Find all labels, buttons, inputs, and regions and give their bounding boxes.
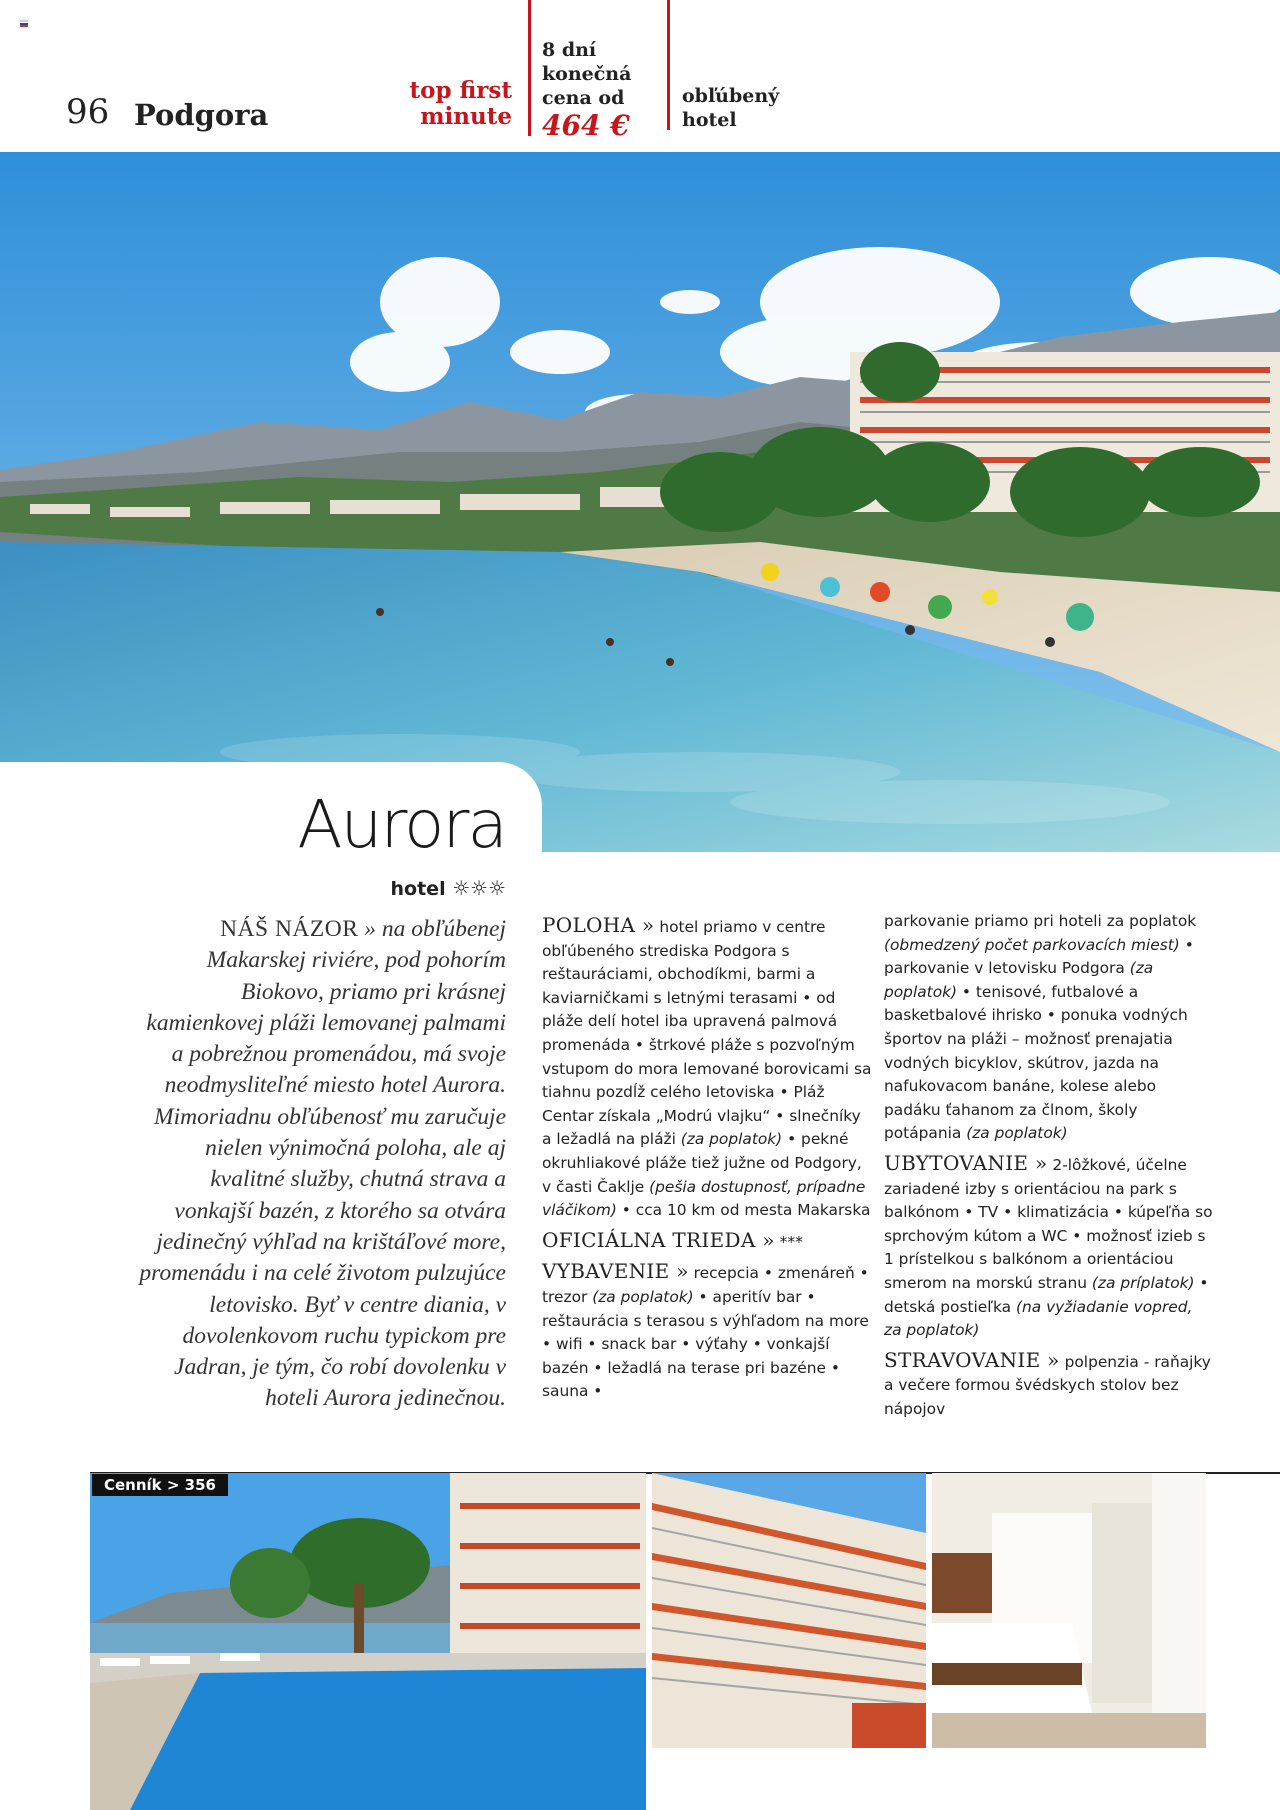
hotel-category: hotel ☼☼☼ (390, 876, 506, 900)
sun-rating-icon: ☼☼☼ (452, 876, 506, 900)
section-heading: OFICIÁLNA TRIEDA » (542, 1227, 775, 1252)
description-column-1 (542, 914, 872, 1410)
section-vybavenie-continued: parkovanie priamo pri hoteli za poplatok (obmedzený počet parkovacích miest) • parkovanie v letovisku Podgora (za poplatok) • tenisové, futbalové a basketbalové ihrisko • ponuka vodných športov na pláži – možnosť prenajatia vodných bicyklov, skútrov, jazda na nafukovacom banáne, kolese alebo padáku ťahanom za člnom, školy potápania (za poplatok) (884, 912, 1197, 1143)
section-heading: STRAVOVANIE » (884, 1347, 1060, 1372)
hotel-building-photo (652, 1473, 926, 1748)
section-heading: VYBAVENIE » (542, 1259, 689, 1284)
page-number: 96 (66, 92, 110, 132)
section-stravovanie: STRAVOVANIE » polpenzia - raňajky a večere formou švédskych stolov bez nápojov (884, 1347, 1211, 1418)
section-poloha: POLOHA » hotel priamo v centre obľúbeného strediska Podgora s reštauráciami, obchodíkmi, barmi a kaviarničkami s letnými terasami • od pláže delí hotel iba upravená palmová promenáda • štrkové pláže s pozvoľným vstupom do mora lemované borovicami sa tiahnu pozdĺž celého letoviska • Pláž Centar získala „Modrú vlajku“ • slnečníky a ležadlá na pláži (za poplatok) • pekné okruhliakové pláže tiež južne od Podgory, v časti Čaklje (pešia dostupnosť, prípadne vláčikom) • cca 10 km od mesta Makarska (542, 913, 872, 1220)
description-column-2 (884, 910, 1214, 1427)
section-ubytovanie: UBYTOVANIE » 2-lôžkové, účelne zariadené izby s orientáciou na park s balkónom • TV • klimatizácia • kúpeľňa so sprchovým kútom a WC • možnosť izieb s 1 prístelkou s balkónom a orientáciou smerom na morskú stranu (za príplatok) • detská postieľka (na vyžiadanie vopred, za poplatok) (884, 1150, 1213, 1340)
price-value: 464 € (542, 109, 630, 142)
pool-photo (90, 1473, 646, 1810)
page-destination: Podgora (134, 98, 269, 132)
favourite-hotel-label: obľúbený hotel (682, 85, 780, 131)
section-heading: UBYTOVANIE » (884, 1150, 1048, 1175)
pricelist-badge[interactable]: Cenník > 356 (92, 1474, 228, 1496)
top-first-minute-label: top first minute (409, 77, 512, 130)
hotel-room-photo (932, 1473, 1206, 1748)
flag-icon (20, 20, 28, 27)
header-divider (667, 0, 670, 130)
header-divider (528, 0, 531, 136)
section-trieda: OFICIÁLNA TRIEDA » *** (542, 1227, 803, 1252)
section-vybavenie: VYBAVENIE » recepcia • zmenáreň • trezor (za poplatok) • aperitív bar • reštaurácia s terasou s výhľadom na more • wifi • snack bar • výťahy • vonkajší bazén • ležadlá na terase pri bazéne • sauna • (542, 1259, 869, 1401)
hotel-name: Aurora (297, 786, 506, 863)
opinion-heading: NÁŠ NÁZOR (220, 916, 359, 942)
section-heading: POLOHA » (542, 913, 655, 937)
our-opinion-text: NÁŠ NÁZOR » na obľúbenej Makarskej riviére, pod pohorím Biokovo, priamo pri krásnej kamienkovej pláži lemovanej palmami a pobrežnou promenádou, má svoje neodmysliteľné miesto hotel Aurora. Mimoriadnu obľúbenosť mu zaručuje nielen výnimočná poloha, ale aj kvalitné služby, chutná strava a vonkajší bazén, z ktorého sa otvára jedinečný výhľad na krištáľové more, promenádu i na celé životom pulzujúce letovisko. Byť v centre diania, v dovolenkovom ruchu typickom pre Jadran, je tým, čo robí dovolenku v hoteli Aurora jedinečnou. (139, 916, 506, 1412)
hero-beach-photo (0, 152, 1280, 852)
price-box: 8 dní konečná cena od 464 € (542, 39, 632, 142)
